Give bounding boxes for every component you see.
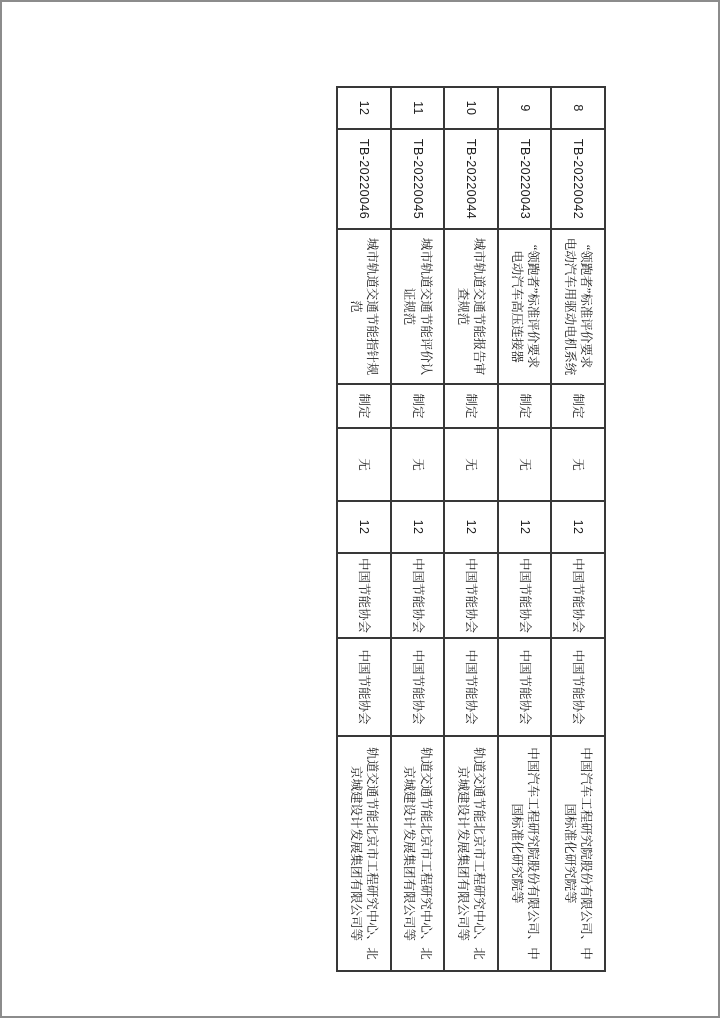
cell-centralized-org: 中国节能协会 xyxy=(498,638,552,736)
cell-no: 11 xyxy=(391,87,445,129)
cell-drafting-units: 中国汽车工程研究院股份有限公司、中 国标准化研究院等 xyxy=(498,736,552,971)
cell-drafting-units: 中国汽车工程研究院股份有限公司、中 国标准化研究院等 xyxy=(551,736,605,971)
cell-standard-title: 城市轨道交通节能报告审 查规范 xyxy=(444,229,498,384)
cell-plan-code: TB-20220046 xyxy=(337,129,391,229)
table-row xyxy=(337,87,391,971)
cell-proposing-org: 中国节能协会 xyxy=(391,553,445,638)
cell-revision-type: 制定 xyxy=(337,384,391,428)
cell-replaced-standard: 无 xyxy=(551,428,605,501)
cell-drafting-units: 轨道交通节能北京市工程研究中心、北 京城建设计发展集团有限公司等 xyxy=(337,736,391,971)
cell-plan-code: TB-20220044 xyxy=(444,129,498,229)
cell-revision-type: 制定 xyxy=(498,384,552,428)
cell-duration-months: 12 xyxy=(551,501,605,553)
cell-no: 8 xyxy=(551,87,605,129)
cell-plan-code: TB-20220042 xyxy=(551,129,605,229)
cell-revision-type: 制定 xyxy=(391,384,445,428)
cell-proposing-org: 中国节能协会 xyxy=(551,553,605,638)
cell-replaced-standard: 无 xyxy=(391,428,445,501)
cell-centralized-org: 中国节能协会 xyxy=(551,638,605,736)
standards-plan-table xyxy=(336,86,606,972)
cell-duration-months: 12 xyxy=(498,501,552,553)
table-row xyxy=(551,87,605,971)
cell-standard-title: 城市轨道交通节能指针规 范 xyxy=(337,229,391,384)
table-row xyxy=(444,87,498,971)
cell-plan-code: TB-20220043 xyxy=(498,129,552,229)
cell-replaced-standard: 无 xyxy=(498,428,552,501)
table-row xyxy=(498,87,552,971)
cell-no: 10 xyxy=(444,87,498,129)
cell-standard-title: “领跑者”标准评价要求 电动汽车用驱动电机系统 xyxy=(551,229,605,384)
rotated-table-container xyxy=(336,86,606,970)
cell-proposing-org: 中国节能协会 xyxy=(337,553,391,638)
cell-duration-months: 12 xyxy=(337,501,391,553)
cell-replaced-standard: 无 xyxy=(444,428,498,501)
cell-centralized-org: 中国节能协会 xyxy=(337,638,391,736)
cell-centralized-org: 中国节能协会 xyxy=(391,638,445,736)
cell-proposing-org: 中国节能协会 xyxy=(498,553,552,638)
cell-no: 12 xyxy=(337,87,391,129)
cell-duration-months: 12 xyxy=(444,501,498,553)
cell-revision-type: 制定 xyxy=(444,384,498,428)
cell-replaced-standard: 无 xyxy=(337,428,391,501)
cell-plan-code: TB-20220045 xyxy=(391,129,445,229)
cell-duration-months: 12 xyxy=(391,501,445,553)
cell-standard-title: 城市轨道交通节能评价认 证规范 xyxy=(391,229,445,384)
cell-no: 9 xyxy=(498,87,552,129)
cell-drafting-units: 轨道交通节能北京市工程研究中心、北 京城建设计发展集团有限公司等 xyxy=(391,736,445,971)
cell-revision-type: 制定 xyxy=(551,384,605,428)
table-row xyxy=(391,87,445,971)
cell-drafting-units: 轨道交通节能北京市工程研究中心、北 京城建设计发展集团有限公司等 xyxy=(444,736,498,971)
cell-proposing-org: 中国节能协会 xyxy=(444,553,498,638)
cell-centralized-org: 中国节能协会 xyxy=(444,638,498,736)
cell-standard-title: “领跑者”标准评价要求 电动汽车高压连接器 xyxy=(498,229,552,384)
